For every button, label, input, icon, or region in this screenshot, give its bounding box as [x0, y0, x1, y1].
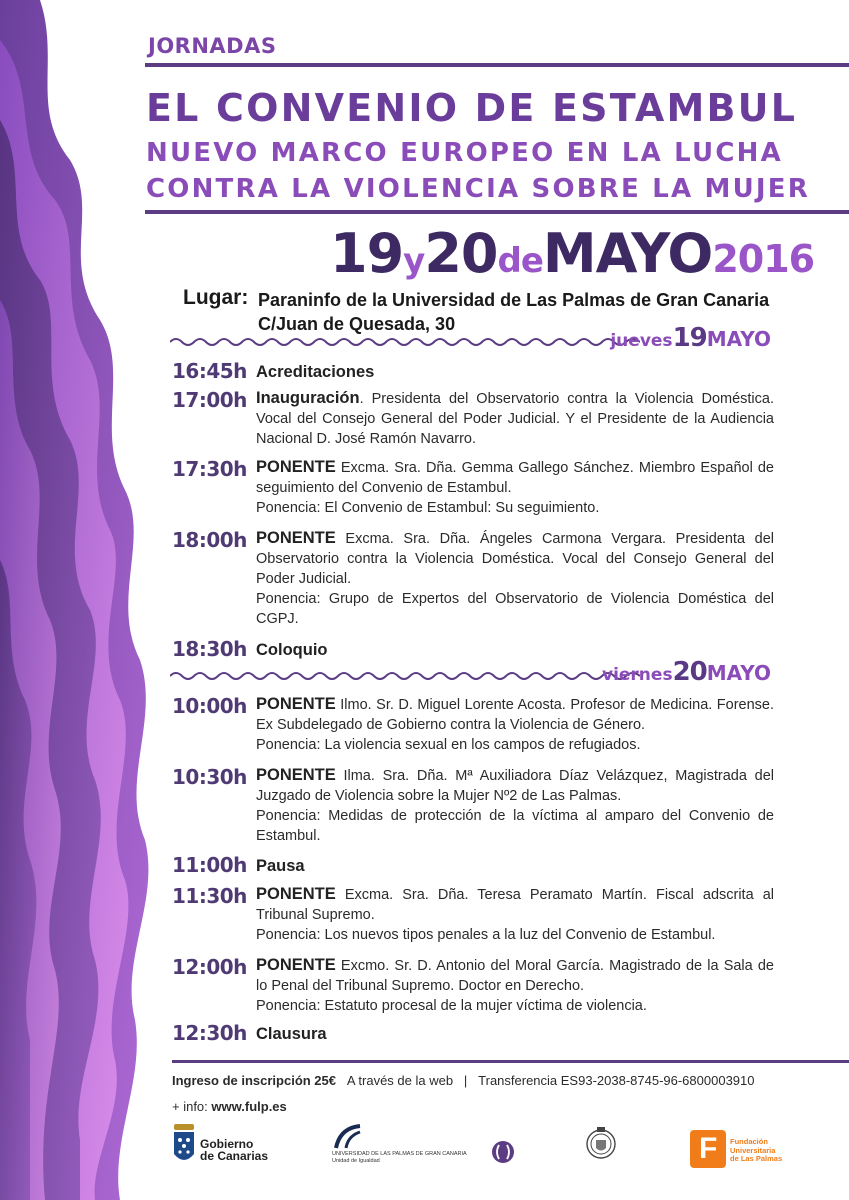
schedule-time: 11:30h	[172, 884, 247, 908]
day-weekday: jueves	[610, 331, 673, 351]
schedule-item	[172, 1021, 774, 1045]
day-number: 20	[672, 657, 707, 687]
day-month: MAYO	[706, 327, 771, 351]
schedule-time: 10:00h	[172, 694, 247, 718]
info-prefix: + info:	[172, 1099, 208, 1114]
schedule-time: 12:30h	[172, 1021, 247, 1045]
coat-of-arms-icon	[172, 1124, 196, 1168]
seal-crest-icon	[585, 1124, 617, 1164]
schedule-description: Excma. Sra. Dña. Ángeles Carmona Vergara. Presidenta del Observatorio contra la Violencia Doméstica. Vocal del Consejo General del Poder Judicial.	[256, 531, 774, 587]
schedule-ponencia: Ponencia: La violencia sexual en los campos de refugiados.	[256, 737, 641, 753]
schedule-time: 18:00h	[172, 528, 247, 552]
footer-divider	[172, 1060, 849, 1063]
schedule-time: 12:00h	[172, 955, 247, 979]
schedule-description: Excma. Sra. Dña. Teresa Peramato Martín. Fiscal adscrita al Tribunal Supremo.	[256, 887, 774, 923]
schedule-description: Excmo. Sr. D. Antonio del Moral García. Magistrado de la Sala de lo Penal del Tribunal Supremo. Doctor en Derecho.	[256, 958, 774, 994]
circle-emblem-icon	[491, 1140, 515, 1164]
schedule-time: 16:45h	[172, 359, 247, 383]
gobierno-canarias-logo	[172, 1124, 282, 1172]
day-number: 19	[672, 323, 707, 353]
day-month: MAYO	[706, 661, 771, 685]
schedule-lead: Coloquio	[256, 641, 328, 659]
ulpgc-line-2: Unidad de Igualdad	[332, 1158, 380, 1164]
schedule-time: 17:30h	[172, 457, 247, 481]
gobierno-line-2: de Canarias	[200, 1149, 269, 1163]
venue-line-1: Paraninfo de la Universidad de Las Palmas de Gran Canaria	[258, 290, 770, 310]
schedule-lead: Clausura	[256, 1025, 327, 1043]
day-header-viernes	[602, 657, 771, 687]
footer-separator: |	[463, 1073, 468, 1088]
registration-web-link[interactable]: A través de la web	[346, 1073, 454, 1088]
day-weekday: viernes	[601, 665, 673, 685]
schedule-time: 17:00h	[172, 388, 247, 412]
schedule-description: Ilmo. Sr. D. Miguel Lorente Acosta. Profesor de Medicina. Forense. Ex Subdelegado de Gobierno contra la Violencia de Género.	[256, 697, 774, 733]
schedule-time: 11:00h	[172, 853, 247, 877]
registration-transfer: Transferencia ES93-2038-8745-96-6800003910	[478, 1073, 755, 1088]
schedule-item	[172, 884, 774, 945]
fulp-line-1: Fundación	[730, 1137, 768, 1146]
schedule-lead: PONENTE	[256, 885, 336, 903]
schedule-description: Excma. Sra. Dña. Gemma Gallego Sánchez. Miembro Español de seguimiento del Convenio de Estambul.	[256, 460, 774, 496]
schedule-item	[172, 359, 774, 383]
schedule-item	[172, 694, 774, 755]
schedule-lead: PONENTE	[256, 529, 336, 547]
header-top-divider	[145, 63, 849, 67]
fulp-line-2: Universitaria	[730, 1145, 776, 1155]
schedule-ponencia: Ponencia: Medidas de protección de la víctima al amparo del Convenio de Estambul.	[256, 808, 774, 844]
date-month: MAYO	[542, 222, 713, 285]
venue-label: Lugar:	[183, 286, 249, 309]
event-kicker: JORNADAS	[148, 34, 277, 58]
schedule-ponencia: Ponencia: El Convenio de Estambul: Su seguimiento.	[256, 500, 600, 516]
schedule-lead: Pausa	[256, 857, 305, 875]
schedule-lead: PONENTE	[256, 766, 336, 784]
schedule-item	[172, 955, 774, 1016]
schedule-item	[172, 765, 774, 846]
fulp-line-3: de Las Palmas	[730, 1154, 783, 1163]
decorative-scallop-pattern	[0, 0, 160, 1200]
info-url-link[interactable]: www.fulp.es	[211, 1099, 287, 1114]
registration-info	[172, 1073, 754, 1088]
schedule-ponencia: Ponencia: Los nuevos tipos penales a la luz del Convenio de Estambul.	[256, 927, 716, 943]
page-subtitle-line-2: CONTRA LA VIOLENCIA SOBRE LA MUJER	[146, 174, 810, 204]
registration-fee: Ingreso de inscripción 25€	[172, 1073, 336, 1088]
schedule-ponencia: Ponencia: Estatuto procesal de la mujer víctima de violencia.	[256, 998, 647, 1014]
schedule-lead: PONENTE	[256, 458, 336, 476]
schedule-item	[172, 388, 774, 449]
header-bottom-divider	[145, 210, 849, 214]
schedule-time: 18:30h	[172, 637, 247, 661]
schedule-description: Ilma. Sra. Dña. Mª Auxiliadora Díaz Velázquez, Magistrada del Juzgado de Violencia sobre la Mujer Nº2 de Las Palmas.	[256, 768, 774, 804]
fulp-mark-icon	[690, 1130, 726, 1168]
day-divider-wave	[170, 668, 640, 684]
gobierno-line-1: Gobierno	[200, 1137, 254, 1151]
schedule-lead: PONENTE	[256, 695, 336, 713]
date-year: 2016	[712, 237, 815, 281]
schedule-description: . Presidenta del Observatorio contra la Violencia Doméstica. Vocal del Consejo General del Poder Judicial. Y el Presidente de la Audiencia Nacional D. José Ramón Navarro.	[256, 391, 774, 447]
schedule-ponencia: Ponencia: Grupo de Expertos del Observatorio de Violencia Doméstica del CGPJ.	[256, 591, 774, 627]
date-day-1: 19	[330, 222, 404, 285]
venue-line-2: C/Juan de Quesada, 30	[258, 314, 456, 334]
ulpgc-emblem-icon	[332, 1124, 364, 1150]
schedule-lead: PONENTE	[256, 956, 336, 974]
day-divider-wave	[170, 334, 640, 350]
page-subtitle-line-1: NUEVO MARCO EUROPEO EN LA LUCHA	[146, 138, 783, 168]
page-title: EL CONVENIO DE ESTAMBUL	[146, 86, 798, 130]
date-conjunction: y	[403, 241, 425, 281]
ulpgc-igualdad-logo	[332, 1124, 472, 1172]
date-de: de	[497, 241, 543, 281]
schedule-item	[172, 528, 774, 629]
event-date	[330, 222, 814, 285]
schedule-time: 10:30h	[172, 765, 247, 789]
fulp-letter: F	[699, 1132, 718, 1165]
fulp-logo	[690, 1130, 790, 1170]
date-day-2: 20	[424, 222, 498, 285]
day-header-jueves	[610, 323, 771, 353]
ulpgc-line-1: UNIVERSIDAD DE LAS PALMAS DE GRAN CANARIA	[332, 1151, 467, 1157]
more-info	[172, 1099, 287, 1114]
schedule-item	[172, 457, 774, 518]
schedule-lead: Acreditaciones	[256, 363, 375, 381]
schedule-item	[172, 853, 774, 877]
schedule-lead: Inauguración	[256, 389, 360, 407]
